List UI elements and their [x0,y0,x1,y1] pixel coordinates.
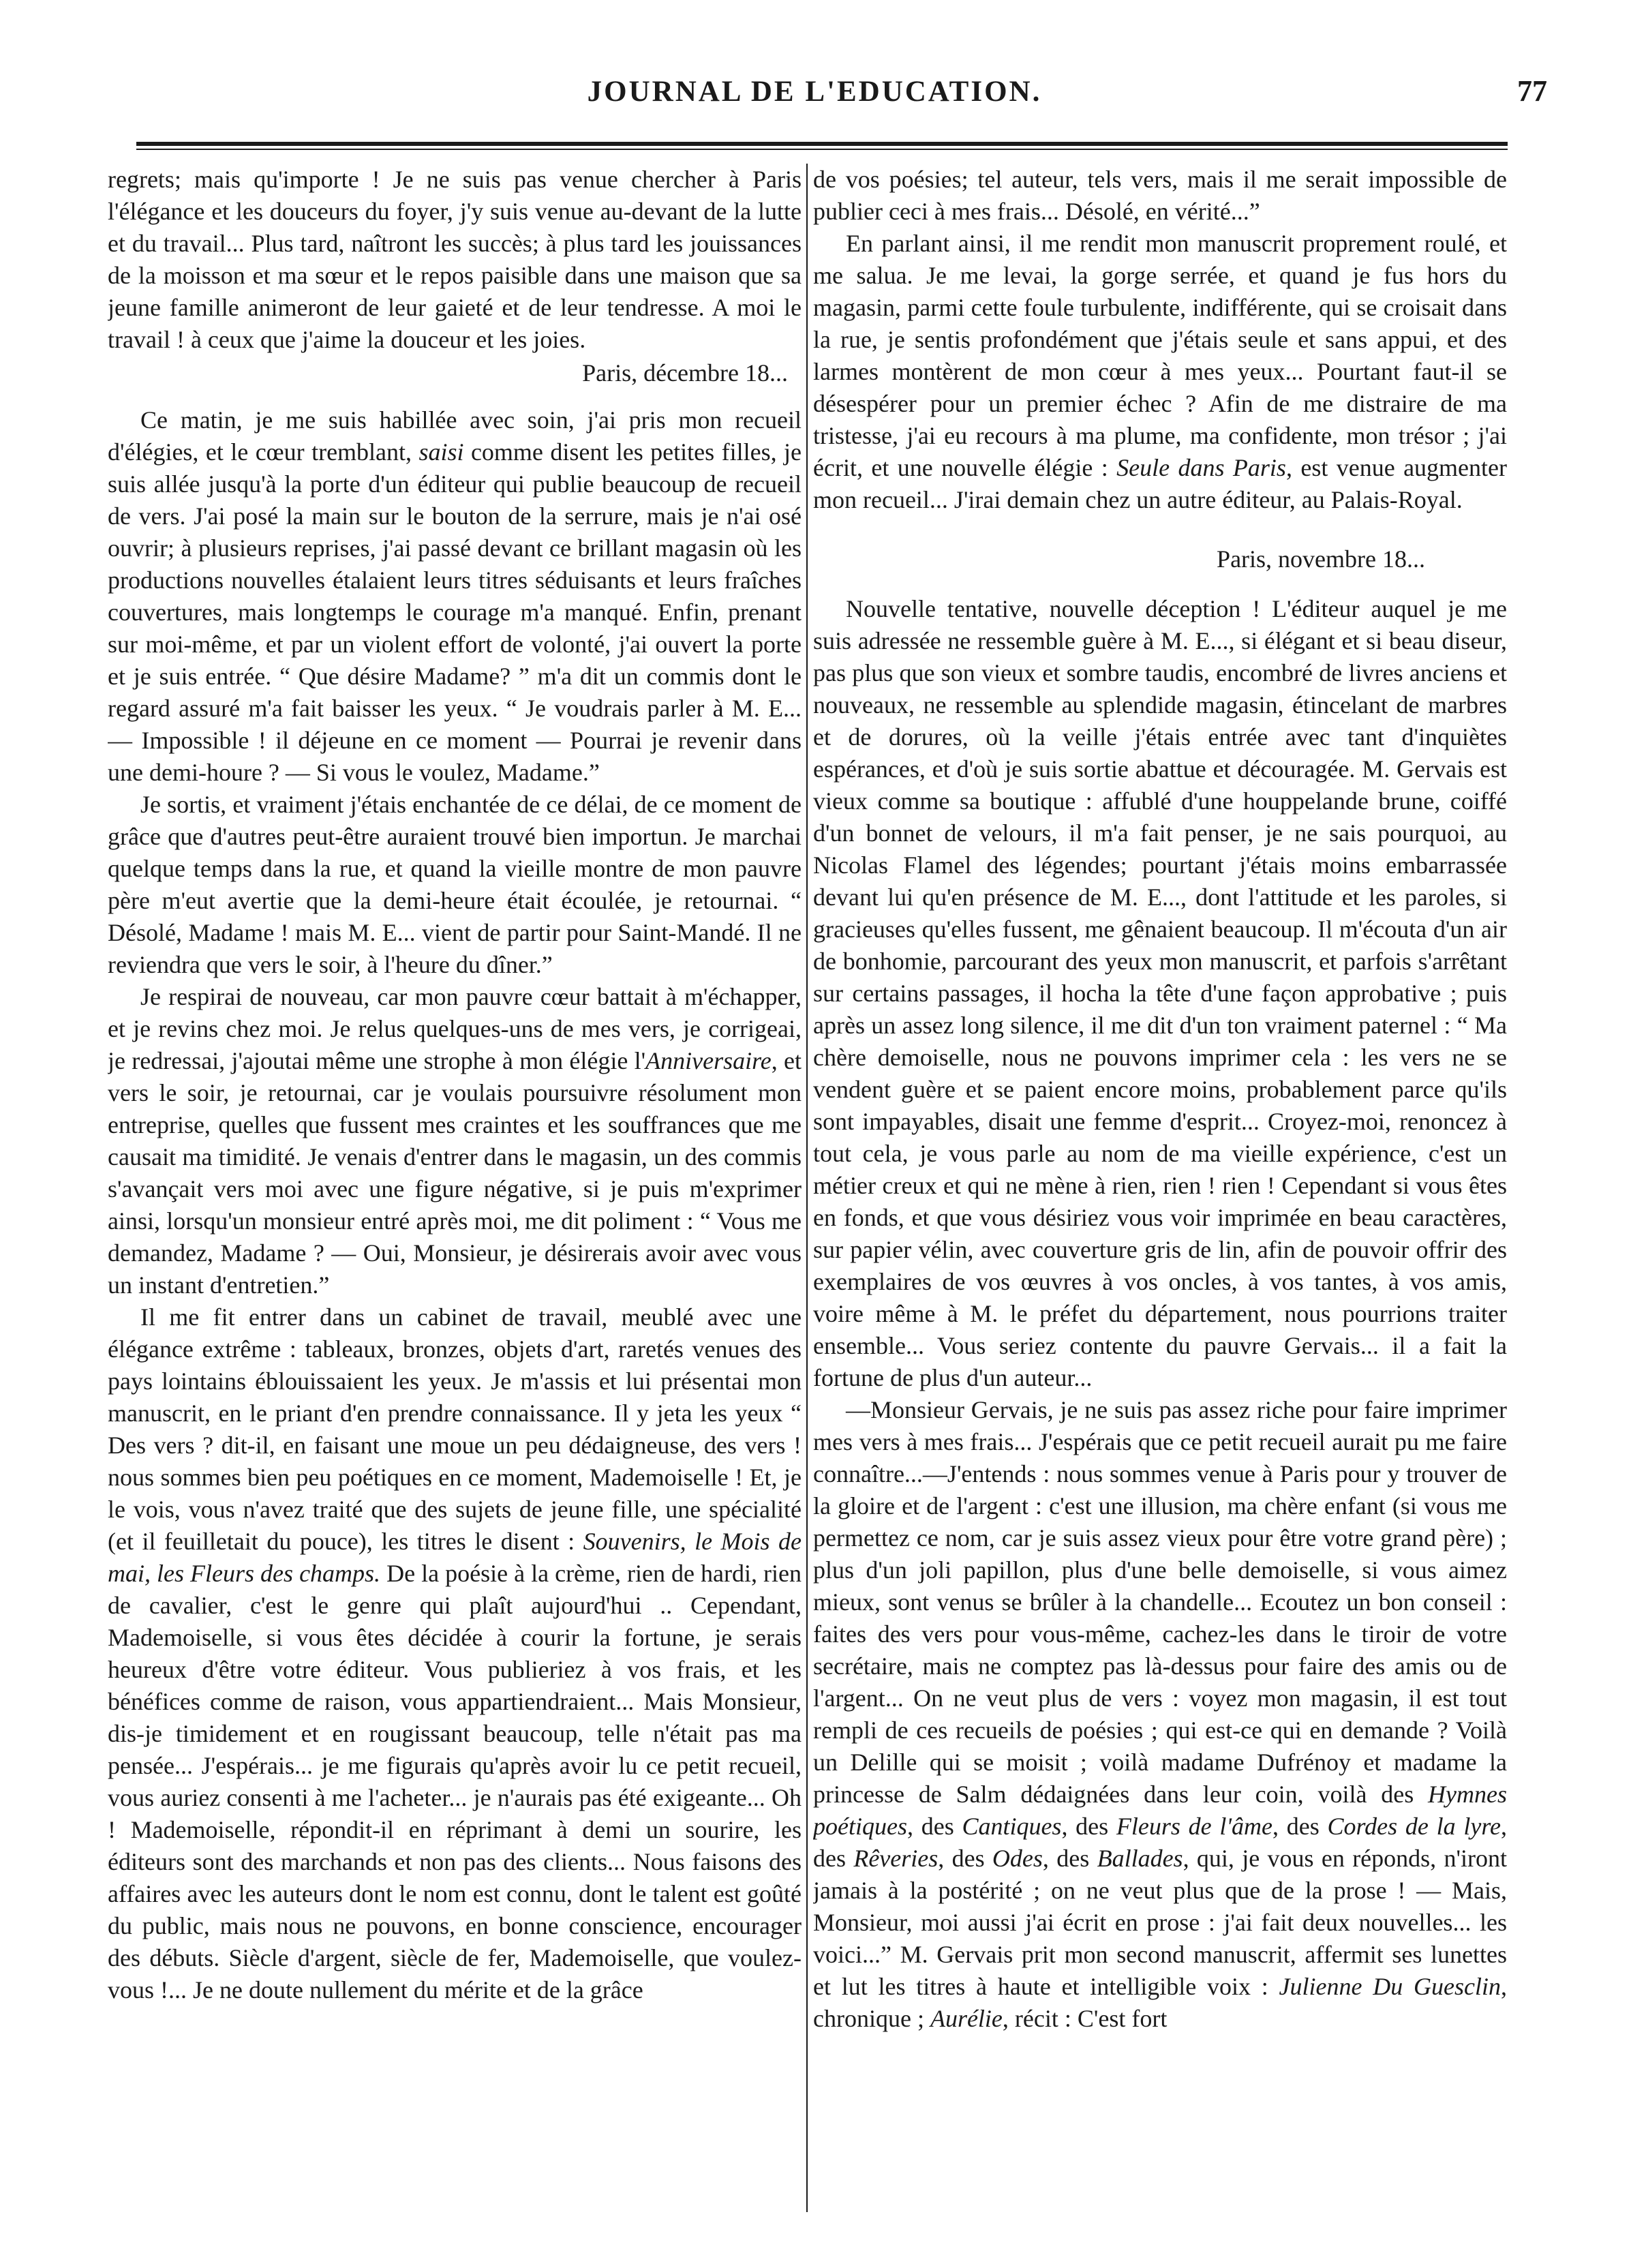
italic-text: Cordes de la lyre [1327,1813,1501,1840]
paragraph: Je sortis, et vraiment j'étais enchantée de ce délai, de ce moment de grâce que d'autres peut-être auraient trouvé bien importun. Je marchai quelque temps dans la rue, et quand la vieille montre de mon pauvre père m'eut avertie que la demi-heure était écoulée, je retournai. “ Désolé, Madame ! mais M. E... vient de partir pour Saint-Mandé. Il ne reviendra que vers le soir, à l'heure du dîner.” [108,791,802,978]
italic-text: Rêveries [853,1845,939,1872]
italic-text: Ballades [1097,1845,1183,1872]
header-rule-thin [136,149,1508,150]
italic-text: Cantiques [962,1813,1062,1840]
paragraph: de vos poésies; tel auteur, tels vers, mais il me serait impossible de publier ceci à mes frais... Désolé, en vérité...” [813,166,1507,225]
text-run: —Monsieur Gervais, je ne suis pas assez riche pour faire imprimer mes vers à mes frais... J'espérais que ce petit recueil aurait pu me faire connaître...—J'entends : nous sommes venue à Paris pour y trouver de la gloire et de l'argent : c'est une illusion, ma chère enfant (si vous me permettez ce nom, car je suis assez vieux pour être votre grand père) ; plus d'un joli papillon, plus d'une belle demoiselle, si vous aimez mieux, sont venus se brûler à la chandelle... Ecoutez un bon conseil : faites des vers pour vous-même, cachez-les dans le tiroir de votre secrétaire, mais ne comptez pas là-dessus pour faire des amis ou de l'argent... On ne veut plus de vers : voyez mon magasin, il est tout rempli de ces recueils de poésies ; qui est-ce qui en demande ? Voilà un Delille qui se moisit ; voilà madame Dufrénoy et madame la princesse de Salm dédaignées dans leur coin, voilà des [813,1396,1507,1808]
paragraph [813,228,1507,516]
text-run: , et vers le soir, je retournai, car je voulais poursuivre résolument mon entreprise, quelles que fussent mes craintes et les souffrances que me causait ma timidité. Je venais d'entrer dans le magasin, un des commis s'avançait vers moi avec une figure négative, si je puis m'exprimer ainsi, lorsqu'un monsieur entré après moi, me dit poliment : “ Vous me demandez, Madame ? — Oui, Monsieur, je désirerais avoir avec vous un instant d'entretien.” [108,1047,802,1299]
text-run: Il me fit entrer dans un cabinet de travail, meublé avec une élégance extrême : tableaux, bronzes, objets d'art, raretés venues des pays lointains éblouissaient les yeux. Je m'assis et lui présentai mon manuscrit, en le priant d'en prendre connaissance. Il y jeta les yeux “ Des vers ? dit-il, en faisant une moue un peu dédaigneuse, des vers ! nous sommes bien peu poétiques en ce moment, Mademoiselle ! Et, je le vois, vous n'avez traité que des sujets de jeune fille, une spécialité (et il feuilletait du pouce), les titres le disent : [108,1303,802,1555]
italic-text: Seule dans Paris [1116,454,1286,481]
paragraph [108,1301,802,2006]
paragraph [108,981,802,1301]
italic-text: Anniversaire [645,1047,772,1074]
text-run: , chronique ; [813,1973,1507,2032]
text-run: , est venue augmenter mon recueil... J'irai demain chez un autre éditeur, au Palais-Royal. [813,454,1507,513]
text-run: , des [1272,1813,1328,1840]
left-column [108,164,802,2216]
italic-text: Aurélie [930,2005,1003,2032]
column-divider [806,164,808,2212]
text-run: , des [813,1813,1507,1872]
journal-title: JOURNAL DE L'EDUCATION. [587,76,1042,108]
text-run: De la poésie à la crème, rien de hardi, rien de cavalier, c'est le genre qui plaît aujourd'hui .. Cependant, Mademoiselle, si vous êtes décidée à courir la fortune, je serais heureux d'être votre éditeur. Vous publieriez à vos frais, et les bénéfices comme de raison, vous appartiendraient... Mais Monsieur, dis-je timidement et en rougissant beaucoup, telle n'était pas ma pensée... J'espérais... je me figurais qu'après avoir lu ce petit recueil, vous auriez consenti à me l'acheter... je n'aurais pas été exigeante... Oh ! Mademoiselle, répondit-il en réprimant à demi un sourire, les éditeurs sont des marchands et non pas des clients... Nous faisons des affaires avec les auteurs dont le nom est connu, dont le talent est goûté du public, mais nous ne pouvons, en bonne conscience, encourager des débuts. Siècle d'argent, siècle de fer, Mademoiselle, que voulez-vous !... Je ne doute nullement du mérite et de la grâce [108,1560,802,2004]
text-run: , récit : C'est fort [1002,2005,1168,2032]
text-run: , des [1042,1845,1097,1872]
text-run: Ce matin, je me suis habillée avec soin, j'ai pris mon recueil d'élégies, et le cœur tremblant, [108,406,802,466]
right-column [813,164,1507,2216]
italic-text: Hymnes poétiques [813,1781,1507,1840]
text-run: comme disent les petites filles, je suis allée jusqu'à la porte d'un éditeur qui publie beaucoup de recueil de vers. J'ai posé la main sur le bouton de la serrure, mais je n'ai osé ouvrir; à plusieurs reprises, j'ai passé devant ce brillant magasin où les productions nouvelles étalaient leurs titres séduisants et leurs fraîches couvertures, mais longtemps le courage m'a manqué. Enfin, prenant sur moi-même, et par un violent effort de volonté, j'ai ouvert la porte et je suis entrée. “ Que désire Madame? ” m'a dit un commis dont le regard assuré m'a fait baisser les yeux. “ Je voudrais parler à M. E... — Impossible ! il déjeune en ce moment — Pourrai je revenir dans une demi-houre ? — Si vous le voulez, Madame.” [108,438,802,786]
dateline: Paris, décembre 18... [582,359,788,387]
italic-text: Julienne Du Guesclin [1279,1973,1501,2000]
italic-text: Fleurs de l'âme [1116,1813,1273,1840]
paragraph [813,1394,1507,2035]
text-run: , qui, je vous en réponds, n'iront jamais à la postérité ; on ne veut plus que de la prose ! — Mais, Monsieur, moi aussi j'ai écrit en prose : j'ai fait deux nouvelles... les voici...” M. Gervais prit mon second manuscrit, affermit ses lunettes et lut les titres à haute et intelligible voix : [813,1845,1507,2000]
dateline: Paris, novembre 18... [1217,545,1425,573]
italic-text: Souvenirs, le Mois de mai, les Fleurs des champs. [108,1528,802,1587]
paragraph [108,404,802,789]
header-rule-thick [136,142,1508,146]
paragraph: Nouvelle tentative, nouvelle déception ! L'éditeur auquel je me suis adressée ne ressemble guère à M. E..., si élégant et si beau diseur, pas plus que son vieux et sombre taudis, encombré de livres anciens et nouveaux, ne ressemble au splendide magasin, étincelant de marbres et de dorures, où la veille j'étais entrée avec tant d'inquiètes espérances, et d'où je suis sortie abattue et découragée. M. Gervais est vieux comme sa boutique : affublé d'une houppelande brune, coiffé d'un bonnet de velours, il m'a fait penser, je ne sais pourquoi, au Nicolas Flamel des légendes; pourtant j'étais moins embarrassée devant lui qu'en présence de M. E..., dont l'attitude et les paroles, si gracieuses qu'elles fussent, me gênaient beaucoup. Il m'écouta d'un air de bonhomie, parcourant des yeux mon manuscrit, et parfois s'arrêtant sur certains passages, il hocha la tête d'une façon approbative ; puis après un assez long silence, il me dit d'un ton vraiment paternel : “ Ma chère demoiselle, nous ne pouvons imprimer cela : les vers ne se vendent guère et se paient encore moins, probablement parce qu'ils sont impayables, disait une femme d'esprit... Croyez-moi, renoncez à tout cela, je vous parle au nom de ma vieille expérience, c'est un métier creux et qui ne mène à rien, rien ! rien ! Cependant si vous êtes en fonds, et que vous désiriez vous voir imprimée en beau caractères, sur papier vélin, avec couverture gris de lin, afin de pouvoir offrir des exemplaires de vos œuvres à vos oncles, à vos tantes, à vos amis, voire même à M. le préfet du département, nous pourrions traiter ensemble... Vous seriez contente du pauvre Gervais... il a fait la fortune de plus d'un auteur... [813,595,1507,1391]
paragraph: regrets; mais qu'importe ! Je ne suis pas venue chercher à Paris l'élégance et les douceurs du foyer, j'y suis venue au-devant de la lutte et du travail... Plus tard, naîtront les succès; à plus tard les jouissances de la moisson et ma sœur et le repos paisible dans une maison que sa jeune famille animeront de leur gaieté et de leur tendresse. A moi le travail ! à ceux que j'aime la douceur et les joies. [108,166,802,353]
text-run: , des [938,1845,992,1872]
page-number: 77 [1517,74,1547,108]
running-head [82,63,1547,117]
italic-text: saisi [418,438,464,466]
text-run: En parlant ainsi, il me rendit mon manuscrit proprement roulé, et me salua. Je me levai, la gorge serrée, et quand je fus hors du magasin, parmi cette foule turbulente, indifférente, qui se croisait dans la rue, je sentis profondément que j'étais seule et sans appui, et des larmes montèrent de mon cœur à mes yeux... Pourtant faut-il se désespérer pour un premier échec ? Afin de me distraire de ma tristesse, j'ai eu recours à ma plume, ma confidente, mon trésor ; j'ai écrit, et une nouvelle élégie : [813,230,1507,481]
text-run: Je respirai de nouveau, car mon pauvre cœur battait à m'échapper, et je revins chez moi. Je relus quelques-uns de mes vers, je corrigeai, je redressai, j'ajoutai même une strophe à mon élégie l' [108,983,802,1074]
text-run: , des [1061,1813,1116,1840]
text-run: , des [906,1813,962,1840]
italic-text: Odes [992,1845,1043,1872]
